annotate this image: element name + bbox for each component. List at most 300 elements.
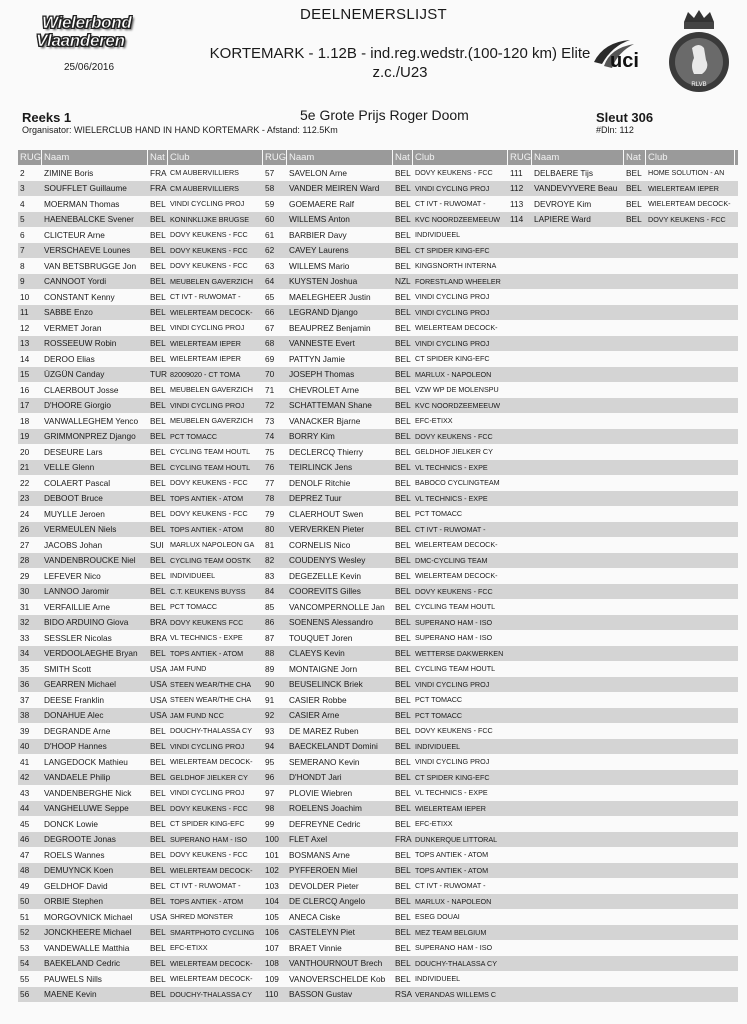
cell-naam: VERMET Joran	[44, 322, 102, 333]
cell-nat	[624, 429, 646, 445]
cell-naam: CLAEYS Kevin	[289, 648, 345, 659]
cell-rug	[508, 227, 532, 243]
cell-rug: 30	[20, 586, 30, 597]
cell-naam	[532, 599, 624, 615]
cell-rug: 83	[265, 570, 275, 581]
cell-naam: D'HOOP Hannes	[44, 741, 107, 752]
cell-rug	[508, 677, 532, 693]
cell-club: CT SPIDER KING-EFC	[415, 772, 490, 782]
cell-rug: 52	[20, 927, 30, 938]
cell-naam: DEPREZ Tuur	[289, 493, 342, 504]
cell-rug	[508, 398, 532, 414]
table-row	[18, 382, 738, 398]
cell-nat: BEL	[395, 245, 411, 256]
cell-rug: 81	[265, 539, 275, 550]
cell-nat	[624, 491, 646, 507]
cell-club: MEZ TEAM BELGIUM	[415, 927, 487, 937]
cell-club: DOVY KEUKENS - FCC	[170, 245, 248, 255]
cell-nat: BEL	[395, 167, 411, 178]
cell-rug	[508, 925, 532, 941]
cell-club: WIELERTEAM DECOCK-	[415, 571, 498, 581]
cell-rug: 6	[20, 229, 25, 240]
cell-naam	[532, 630, 624, 646]
cell-nat	[624, 568, 646, 584]
cell-naam	[532, 971, 624, 987]
cell-naam: DECLERCQ Thierry	[289, 446, 364, 457]
cell-club: DOUCHY-THALASSA CY	[415, 958, 498, 968]
cell-naam: VANDENBROUCKE Niel	[44, 555, 136, 566]
cell-nat: BEL	[395, 958, 411, 969]
cell-nat: BEL	[150, 524, 166, 535]
cell-naam: VERVERKEN Pieter	[289, 524, 365, 535]
column-header-nat: Nat	[148, 150, 168, 165]
cell-nat: BEL	[395, 369, 411, 380]
cell-club	[646, 584, 735, 600]
cell-naam: DONAHUE Alec	[44, 710, 104, 721]
cell-naam	[532, 382, 624, 398]
cell-rug: 98	[265, 803, 275, 814]
cell-nat	[624, 785, 646, 801]
cell-club: KVC NOORDZEEMEEUW	[415, 400, 501, 410]
cell-club: VINDI CYCLING PROJ	[415, 338, 490, 348]
cell-naam: ROELENS Joachim	[289, 803, 362, 814]
cell-nat: BEL	[150, 586, 166, 597]
table-row	[18, 274, 738, 290]
table-row	[18, 847, 738, 863]
cell-club	[646, 243, 735, 259]
cell-rug: 14	[20, 353, 30, 364]
cell-rug: 109	[265, 973, 279, 984]
cell-club: WIELERTEAM DECOCK-	[170, 307, 253, 317]
cell-rug	[508, 413, 532, 429]
cell-nat: BEL	[150, 927, 166, 938]
cell-rug: 37	[20, 694, 30, 705]
table-row	[18, 522, 738, 538]
cell-nat: BEL	[150, 477, 166, 488]
cell-nat	[624, 940, 646, 956]
cell-naam: CLAERHOUT Swen	[289, 508, 364, 519]
cell-club: INDIVIDUEEL	[415, 974, 461, 984]
cell-naam: CONSTANT Kenny	[44, 291, 115, 302]
cell-club: VZW WP DE MOLENSPU	[415, 385, 499, 395]
cell-naam: CAVEY Laurens	[289, 245, 349, 256]
cell-nat: BEL	[395, 446, 411, 457]
cell-nat: BEL	[395, 880, 411, 891]
cell-rug: 111	[510, 167, 523, 178]
cell-naam: VANDAELE Philip	[44, 772, 111, 783]
cell-rug: 3	[20, 183, 25, 194]
cell-nat: BEL	[150, 648, 166, 659]
cell-nat: SUI	[150, 539, 164, 550]
cell-rug: 53	[20, 942, 30, 953]
table-row	[18, 568, 738, 584]
cell-nat: BEL	[395, 477, 411, 488]
cell-nat	[624, 320, 646, 336]
table-row	[18, 971, 738, 987]
cell-club	[646, 491, 735, 507]
cell-naam	[532, 584, 624, 600]
table-row	[18, 832, 738, 848]
cell-rug: 102	[265, 865, 279, 876]
cell-naam: VANTHOURNOUT Brech	[289, 958, 383, 969]
column-header-rug: RUG	[510, 152, 532, 163]
cell-nat: BEL	[395, 911, 411, 922]
cell-club: VL TECHNICS - EXPE	[415, 493, 488, 503]
cell-rug: 93	[265, 725, 275, 736]
cell-rug: 33	[20, 632, 30, 643]
cell-rug	[508, 816, 532, 832]
cell-naam: VAN BETSBRUGGE Jon	[44, 260, 137, 271]
cell-club: CT SPIDER KING-EFC	[170, 819, 245, 829]
cell-rug	[508, 243, 532, 259]
cell-nat	[624, 382, 646, 398]
cell-rug	[508, 320, 532, 336]
cell-club: TOPS ANTIEK - ATOM	[415, 865, 489, 875]
cell-naam: VANOVERSCHELDE Kob	[289, 973, 386, 984]
cell-club: VINDI CYCLING PROJ	[170, 400, 245, 410]
cell-naam	[532, 925, 624, 941]
cell-naam: FLET Axel	[289, 834, 328, 845]
cell-nat: BRA	[150, 617, 168, 628]
cell-rug: 28	[20, 555, 30, 566]
table-row	[18, 429, 738, 445]
cell-club: TOPS ANTIEK - ATOM	[170, 896, 244, 906]
cell-nat: BEL	[150, 818, 166, 829]
table-row	[18, 630, 738, 646]
cell-nat	[624, 305, 646, 321]
cell-club: CM AUBERVILLIERS	[170, 183, 239, 193]
cell-nat	[624, 615, 646, 631]
cell-nat	[624, 398, 646, 414]
cell-club: PCT TOMACC	[415, 710, 463, 720]
cell-club	[646, 847, 735, 863]
cell-nat: FRA	[395, 834, 412, 845]
table-row	[18, 677, 738, 693]
cell-club	[646, 553, 735, 569]
cell-club: MARLUX - NAPOLEON	[415, 369, 492, 379]
cell-club: WIELERTEAM IEPER	[415, 803, 486, 813]
cell-naam: KUYSTEN Joshua	[289, 276, 358, 287]
cell-nat: BEL	[395, 198, 411, 209]
cell-naam: BORRY Kim	[289, 431, 335, 442]
cell-nat: BEL	[395, 493, 411, 504]
cell-naam: LEFEVER Nico	[44, 570, 101, 581]
cell-naam: DESEURE Lars	[44, 446, 103, 457]
table-row	[18, 785, 738, 801]
cell-rug	[508, 351, 532, 367]
cell-club: DOVY KEUKENS - FCC	[170, 230, 248, 240]
cell-club	[646, 382, 735, 398]
cell-naam	[532, 289, 624, 305]
cell-club: KINGSNORTH INTERNA	[415, 261, 497, 271]
cell-naam: SOENENS Alessandro	[289, 617, 373, 628]
cell-naam	[532, 320, 624, 336]
cell-rug: 57	[265, 167, 275, 178]
cell-naam	[532, 305, 624, 321]
cell-nat	[624, 506, 646, 522]
cell-naam: SAVELON Arne	[289, 167, 347, 178]
cell-rug: 29	[20, 570, 30, 581]
cell-rug: 17	[20, 400, 30, 411]
cell-rug: 75	[265, 446, 275, 457]
cell-rug: 55	[20, 973, 30, 984]
table-row	[18, 615, 738, 631]
cell-club: PCT TOMACC	[415, 509, 463, 519]
cell-nat: BEL	[395, 353, 411, 364]
cell-naam: DEROO Elias	[44, 353, 95, 364]
cell-rug: 86	[265, 617, 275, 628]
cell-nat: BEL	[395, 756, 411, 767]
cell-nat: USA	[150, 663, 168, 674]
cell-club: PCT TOMACC	[170, 602, 218, 612]
cell-nat: USA	[150, 679, 168, 690]
table-row	[18, 739, 738, 755]
cell-naam: BRAET Vinnie	[289, 942, 342, 953]
cell-naam: ROELS Wannes	[44, 849, 105, 860]
cell-naam: VANDEWALLE Matthia	[44, 942, 130, 953]
cell-nat: BEL	[395, 555, 411, 566]
cell-nat: BEL	[395, 632, 411, 643]
cell-nat	[624, 537, 646, 553]
table-row	[18, 398, 738, 414]
table-row	[18, 305, 738, 321]
cell-club	[646, 305, 735, 321]
cell-nat: BEL	[395, 694, 411, 705]
cell-rug: 20	[20, 446, 30, 457]
cell-naam: BAEKELAND Cedric	[44, 958, 121, 969]
cell-club: DOVY KEUKENS - FCC	[415, 586, 493, 596]
cell-rug	[508, 444, 532, 460]
column-header-rug: RUG	[265, 152, 287, 163]
cell-club	[646, 289, 735, 305]
table-row	[18, 212, 738, 228]
cell-nat	[624, 754, 646, 770]
cell-club	[646, 522, 735, 538]
cell-rug	[508, 460, 532, 476]
document-title: DEELNEMERSLIJST	[299, 6, 448, 23]
cell-rug: 21	[20, 462, 30, 473]
cell-naam: LEGRAND Django	[289, 307, 358, 318]
cell-rug: 100	[265, 834, 279, 845]
cell-club: PCT TOMACC	[170, 431, 218, 441]
cell-club	[646, 878, 735, 894]
table-row	[18, 956, 738, 972]
cell-naam	[532, 801, 624, 817]
cell-naam	[532, 878, 624, 894]
table-row	[18, 460, 738, 476]
cell-nat: BEL	[395, 648, 411, 659]
cell-rug: 63	[265, 260, 275, 271]
cell-nat: BEL	[395, 601, 411, 612]
cell-naam	[532, 537, 624, 553]
table-row	[18, 816, 738, 832]
cell-naam	[532, 692, 624, 708]
cell-nat: USA	[150, 911, 168, 922]
cell-nat: BEL	[150, 741, 166, 752]
cell-naam	[532, 677, 624, 693]
cell-nat: BEL	[150, 322, 166, 333]
cell-naam: JONCKHEERE Michael	[44, 927, 132, 938]
cell-naam	[532, 444, 624, 460]
cell-naam	[532, 723, 624, 739]
cell-rug: 112	[510, 183, 524, 194]
cell-naam	[532, 336, 624, 352]
cell-nat: RSA	[395, 989, 413, 1000]
cell-nat	[624, 522, 646, 538]
cell-nat	[624, 289, 646, 305]
cell-rug: 62	[265, 245, 275, 256]
cell-naam	[532, 909, 624, 925]
cell-nat	[624, 956, 646, 972]
cell-rug: 24	[20, 508, 30, 519]
cell-club: WIELERTEAM DECOCK-	[415, 323, 498, 333]
cell-naam: ZIMINE Boris	[44, 167, 94, 178]
cell-rug: 26	[20, 524, 30, 535]
organisator-line: Organisator: WIELERCLUB HAND IN HAND KORTEMARK - Afstand: 112.5Km	[22, 125, 338, 135]
table-row	[18, 754, 738, 770]
cell-club: DOVY KEUKENS - FCC	[415, 168, 493, 178]
cell-club: DOVY KEUKENS - FCC	[170, 261, 248, 271]
cell-rug: 48	[20, 865, 30, 876]
cell-rug: 12	[20, 322, 30, 333]
cell-naam	[532, 785, 624, 801]
cell-naam: TEIRLINCK Jens	[289, 462, 353, 473]
cell-naam: VANGHELUWE Seppe	[44, 803, 129, 814]
cell-naam: VANACKER Bjarne	[289, 415, 361, 426]
cell-club: VINDI CYCLING PROJ	[170, 741, 245, 751]
cell-club	[646, 475, 735, 491]
cell-nat: BEL	[395, 818, 411, 829]
cell-club: MEUBELEN GAVERZICH	[170, 385, 253, 395]
uci-logo	[590, 36, 658, 74]
cell-naam: TOUQUET Joren	[289, 632, 353, 643]
cell-nat: BEL	[395, 462, 411, 473]
cell-naam: LANGEDOCK Mathieu	[44, 756, 128, 767]
cell-nat: BEL	[150, 214, 166, 225]
cell-naam: DEFREYNE Cedric	[289, 818, 361, 829]
table-row	[18, 506, 738, 522]
cell-rug: 103	[265, 880, 279, 891]
cell-naam	[532, 739, 624, 755]
cell-nat: BEL	[395, 865, 411, 876]
column-header-club: Club	[168, 150, 263, 165]
cell-club: DOVY KEUKENS - FCC	[415, 726, 493, 736]
cell-nat: USA	[150, 710, 168, 721]
cell-nat: BEL	[150, 942, 166, 953]
table-row	[18, 723, 738, 739]
cell-naam	[532, 646, 624, 662]
cell-club: DOVY KEUKENS FCC	[170, 617, 244, 627]
cell-rug: 43	[20, 787, 30, 798]
cell-club: VINDI CYCLING PROJ	[170, 788, 245, 798]
cell-rug: 11	[20, 307, 29, 318]
cell-club: FORESTLAND WHEELER	[415, 276, 501, 286]
cell-rug: 78	[265, 493, 275, 504]
cell-club	[646, 274, 735, 290]
cell-club: EFC-ETIXX	[415, 416, 453, 426]
table-row	[18, 692, 738, 708]
cell-club: CYCLING TEAM HOUTL	[415, 664, 496, 674]
cell-club	[646, 987, 735, 1003]
cell-club: DOVY KEUKENS - FCC	[170, 478, 248, 488]
cell-rug: 22	[20, 477, 30, 488]
cell-naam: VANNESTE Evert	[289, 338, 355, 349]
cell-naam: PYFFEROEN Miel	[289, 865, 358, 876]
cell-rug: 45	[20, 818, 30, 829]
cell-club	[646, 460, 735, 476]
race-name: 5e Grote Prijs Roger Doom	[300, 107, 469, 123]
cell-naam: COOREVITS Gilles	[289, 586, 361, 597]
cell-nat	[624, 987, 646, 1003]
column-header-nat: Nat	[624, 150, 646, 165]
cell-rug	[508, 367, 532, 383]
cell-rug: 76	[265, 462, 275, 473]
cell-rug: 67	[265, 322, 275, 333]
cell-club: SUPERANO HAM - ISO	[415, 943, 493, 953]
cell-naam: ROSSEEUW Robin	[44, 338, 117, 349]
cell-rug	[508, 336, 532, 352]
cell-nat: BEL	[395, 725, 411, 736]
cell-nat: BRA	[150, 632, 168, 643]
cell-club	[646, 925, 735, 941]
cell-club: VINDI CYCLING PROJ	[170, 323, 245, 333]
cell-naam: CLICTEUR Arne	[44, 229, 105, 240]
column-header-nat: Nat	[393, 150, 413, 165]
cell-rug: 59	[265, 198, 275, 209]
cell-nat: BEL	[150, 989, 166, 1000]
cell-naam	[532, 816, 624, 832]
cell-naam: WILLEMS Mario	[289, 260, 350, 271]
cell-club: DOVY KEUKENS - FCC	[170, 803, 248, 813]
cell-naam: LANNOO Jaromir	[44, 586, 110, 597]
column-header-club: Club	[646, 150, 735, 165]
cell-rug: 19	[20, 431, 30, 442]
cell-nat: BEL	[150, 229, 166, 240]
cell-club	[646, 444, 735, 460]
cell-rug: 94	[265, 741, 275, 752]
table-row	[18, 475, 738, 491]
cell-club	[646, 646, 735, 662]
table-row	[18, 987, 738, 1003]
cell-rug	[508, 630, 532, 646]
cell-nat: BEL	[395, 803, 411, 814]
cell-rug: 34	[20, 648, 30, 659]
cell-rug: 18	[20, 415, 30, 426]
cell-club: TOPS ANTIEK - ATOM	[170, 648, 244, 658]
cell-club: WIELERTEAM DECOCK-	[415, 540, 498, 550]
cell-naam	[532, 429, 624, 445]
cell-naam: VERSCHAEVE Lounes	[44, 245, 131, 256]
cell-rug: 71	[265, 384, 275, 395]
table-row	[18, 940, 738, 956]
cell-club: JAM FUND	[170, 664, 207, 674]
cell-nat	[624, 475, 646, 491]
cell-club	[646, 630, 735, 646]
cell-nat: BEL	[150, 570, 166, 581]
cell-naam	[532, 506, 624, 522]
cell-rug: 105	[265, 911, 279, 922]
cell-nat	[624, 258, 646, 274]
cell-rug: 73	[265, 415, 275, 426]
cell-rug	[508, 568, 532, 584]
cell-naam: CASIER Robbe	[289, 694, 347, 705]
cell-club: TOPS ANTIEK - ATOM	[415, 850, 489, 860]
cell-nat: BEL	[395, 570, 411, 581]
cell-nat	[624, 553, 646, 569]
cell-nat	[624, 460, 646, 476]
cell-naam	[532, 615, 624, 631]
cell-rug: 114	[510, 214, 524, 225]
